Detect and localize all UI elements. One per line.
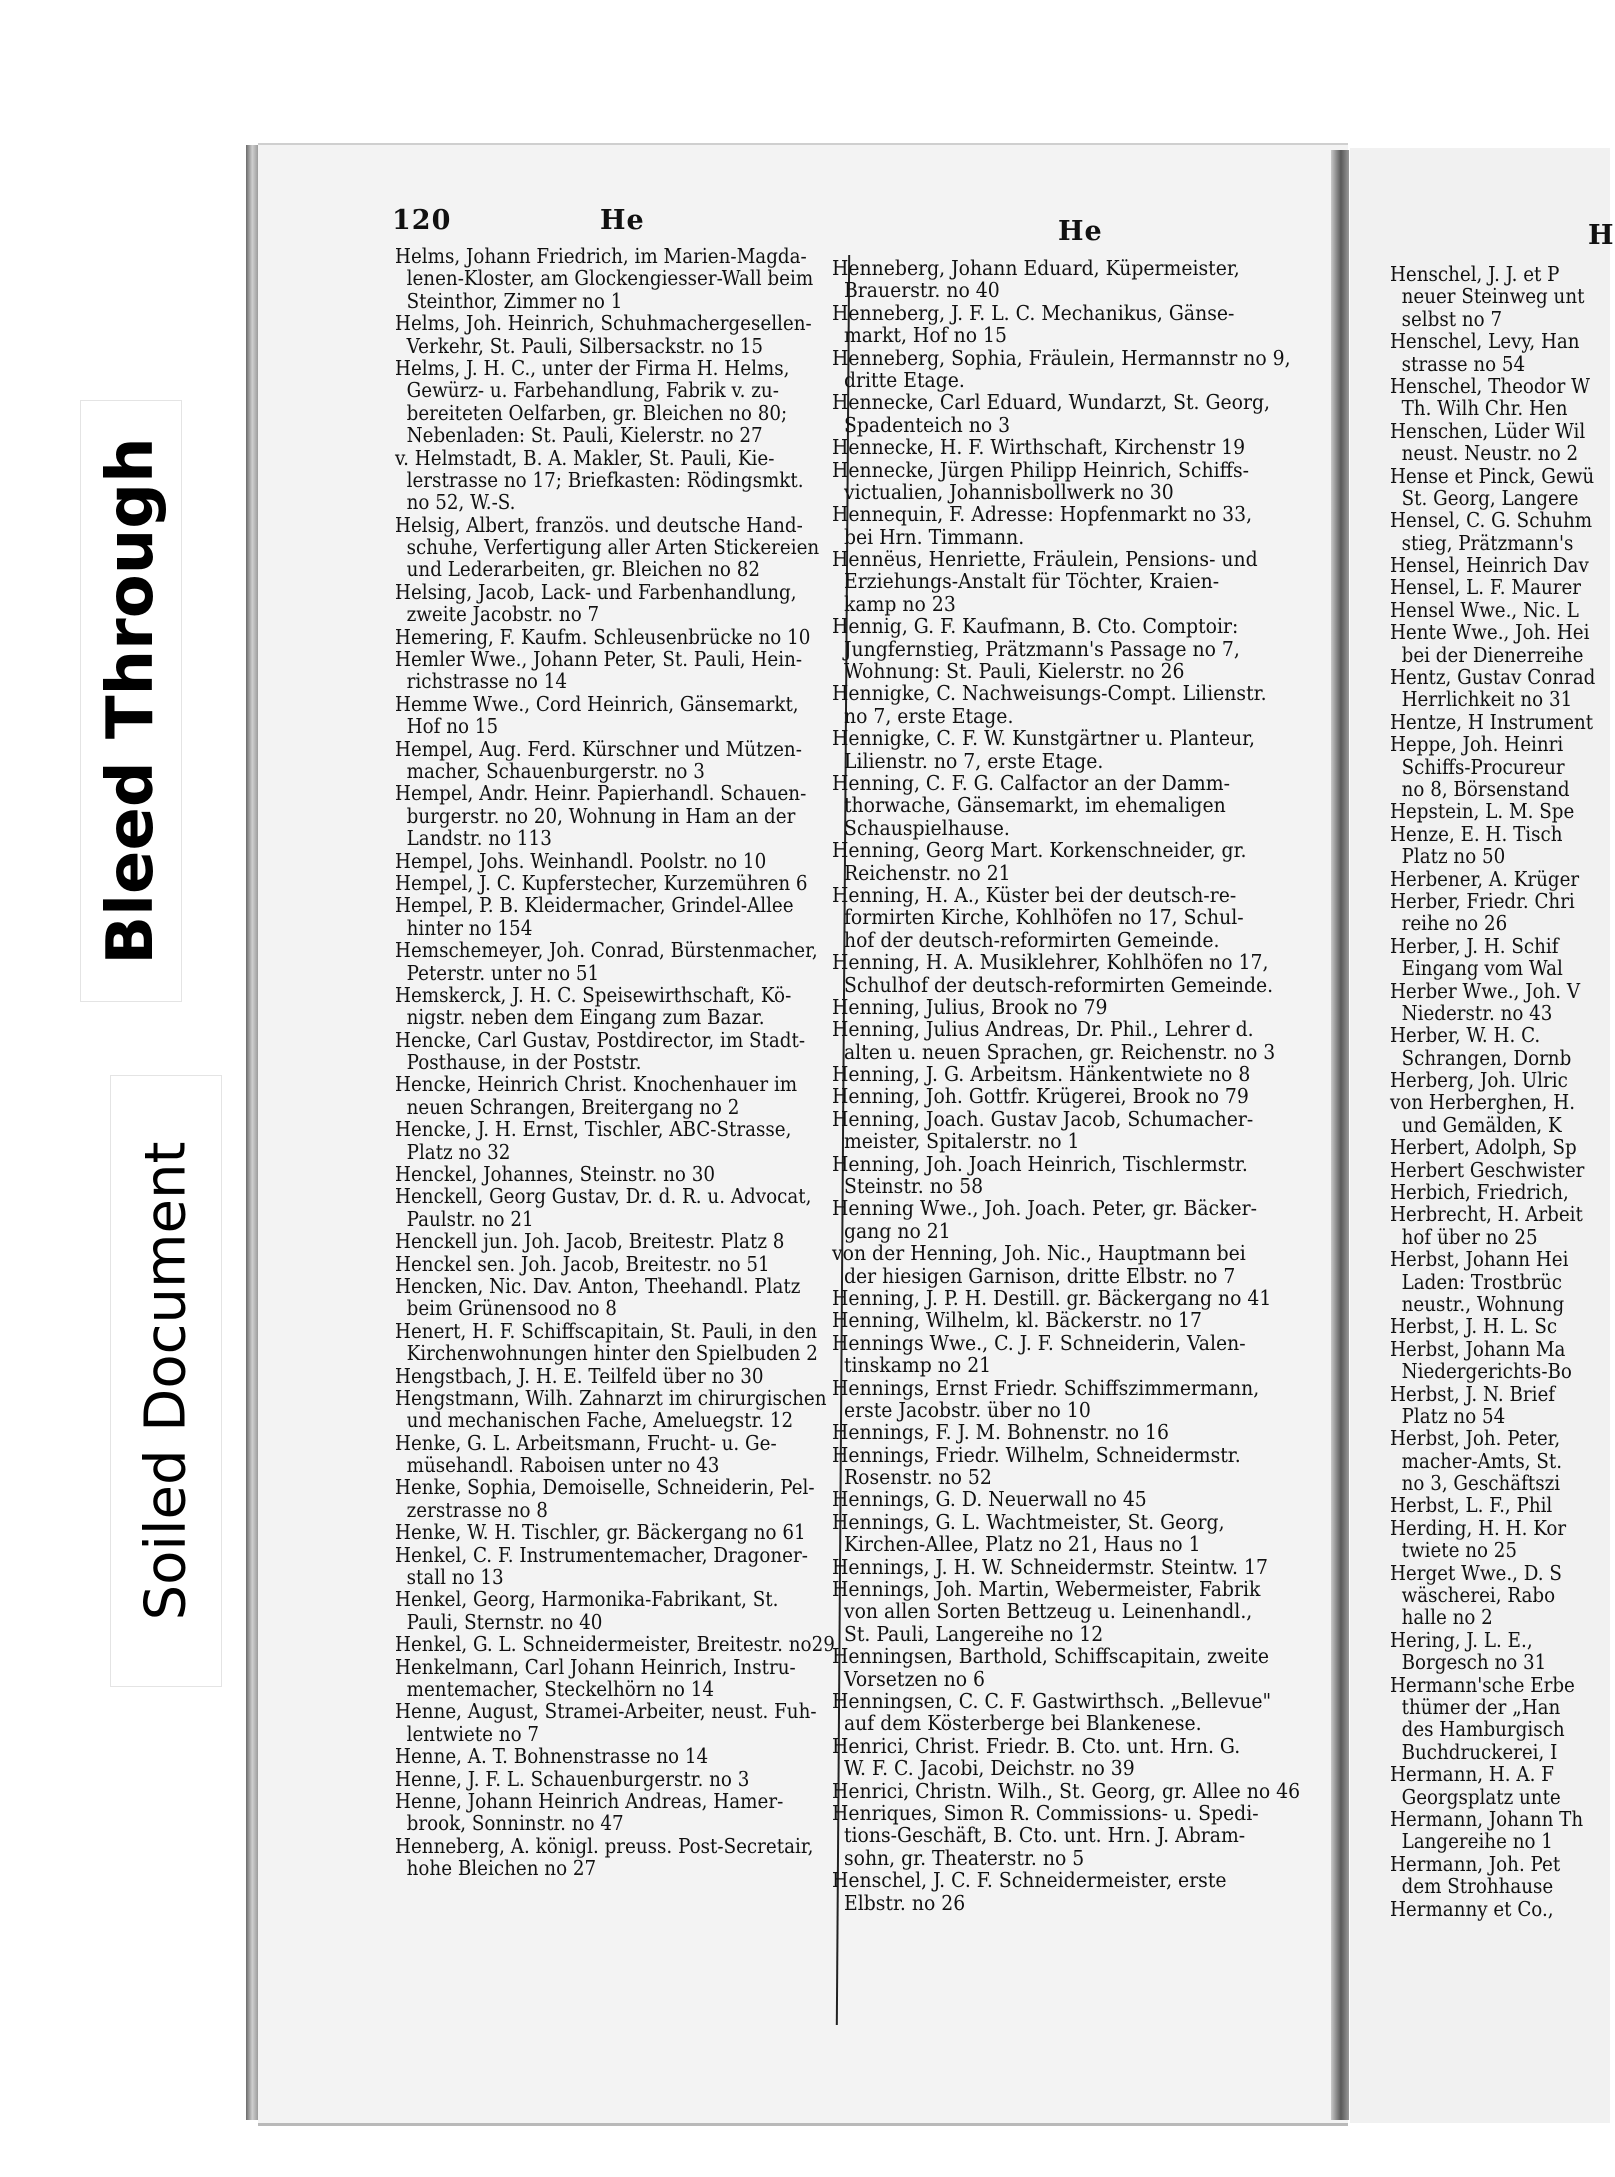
directory-line: St. Georg, Langere	[1390, 485, 1579, 510]
directory-line: Hense et Pinck, Gewü	[1390, 463, 1595, 488]
directory-line: Hennecke, Jürgen Philipp Heinrich, Schiffs-	[832, 457, 1249, 482]
directory-line: beim Grünensood no 8	[395, 1296, 617, 1321]
directory-line: kamp no 23	[832, 591, 956, 616]
directory-line: Hencke, Carl Gustav, Postdirector, im Stadt-	[395, 1027, 806, 1052]
directory-line: Hennings, G. D. Neuerwall no 45	[832, 1487, 1147, 1512]
directory-line: Wohnung: St. Pauli, Kielerstr. no 26	[832, 659, 1185, 684]
next-page-header: H	[1588, 220, 1615, 251]
directory-line: Henkelmann, Carl Johann Heinrich, Instru-	[395, 1654, 796, 1679]
directory-line: Kirchen-Allee, Platz no 21, Haus no 1	[832, 1532, 1201, 1557]
directory-line: Lilienstr. no 7, erste Etage.	[832, 748, 1104, 773]
directory-line: Steinstr. no 58	[832, 1174, 984, 1199]
directory-line: erste Jacobstr. über no 10	[832, 1397, 1091, 1422]
directory-line: Herbener, A. Krüger	[1390, 866, 1580, 891]
directory-line: stall no 13	[395, 1565, 504, 1590]
directory-line: Henne, Johann Heinrich Andreas, Hamer-	[395, 1788, 784, 1813]
directory-line: Langereihe no 1	[1390, 1829, 1553, 1854]
directory-line: Hennings, Ernst Friedr. Schiffszimmermann,	[832, 1375, 1260, 1400]
page-number: 120	[392, 205, 452, 236]
directory-line: Herberg, Joh. Ulric	[1390, 1068, 1568, 1093]
directory-line: Spadenteich no 3	[832, 412, 1011, 437]
directory-line: Henningsen, Barthold, Schiffscapitain, zweite	[832, 1644, 1269, 1669]
directory-line: nigstr. neben dem Eingang zum Bazar.	[395, 1005, 765, 1030]
directory-line: Hensel, Heinrich Dav	[1390, 553, 1589, 578]
directory-line: Henkel, Georg, Harmonika-Fabrikant, St.	[395, 1587, 779, 1612]
directory-line: Hempel, P. B. Kleidermacher, Grindel-Allee	[395, 893, 794, 918]
directory-line: Henschen, Lüder Wil	[1390, 418, 1586, 443]
directory-line: Henze, E. H. Tisch	[1390, 821, 1563, 846]
directory-line: Henke, G. L. Arbeitsmann, Frucht- u. Ge-	[395, 1430, 777, 1455]
directory-line: auf dem Kösterberge bei Blankenese.	[832, 1711, 1202, 1736]
directory-line: Henneberg, J. F. L. C. Mechanikus, Gänse-	[832, 300, 1235, 325]
directory-line: Schiffs-Procureur	[1390, 754, 1565, 779]
directory-line: Henkel, G. L. Schneidermeister, Breitestr. no29	[395, 1632, 835, 1657]
directory-line: Hensel Wwe., Nic. L	[1390, 597, 1579, 622]
directory-line: Herbst, Johann Ma	[1390, 1336, 1566, 1361]
directory-line: Herbich, Friedrich,	[1390, 1180, 1569, 1205]
directory-line: Hemler Wwe., Johann Peter, St. Pauli, Hein-	[395, 647, 803, 672]
directory-line: St. Pauli, Langereihe no 12	[832, 1621, 1104, 1646]
directory-line: Hente Wwe., Joh. Hei	[1390, 620, 1590, 645]
directory-line: Herber Wwe., Joh. V	[1390, 978, 1581, 1003]
directory-line: Gewürz- u. Farbehandlung, Fabrik v. zu-	[395, 378, 779, 403]
soiled-document-label: Soiled Document	[133, 1141, 199, 1621]
directory-line: markt, Hof no 15	[832, 323, 1007, 348]
directory-line: schuhe, Verfertigung aller Arten Stickereien	[395, 535, 820, 560]
directory-line: Hennings, G. L. Wachtmeister, St. Georg,	[832, 1509, 1225, 1534]
directory-line: Hennig, G. F. Kaufmann, B. Cto. Comptoir:	[832, 614, 1239, 639]
right-column-header: He	[1058, 216, 1103, 247]
directory-line: Hentze, H Instrument	[1390, 709, 1594, 734]
directory-line: Helms, J. H. C., unter der Firma H. Helms,	[395, 355, 790, 380]
directory-line: Henke, Sophia, Demoiselle, Schneiderin, Pel-	[395, 1475, 815, 1500]
directory-line: formirten Kirche, Kohlhöfen no 17, Schul-	[832, 905, 1244, 930]
directory-line: Hennings, F. J. M. Bohnenstr. no 16	[832, 1420, 1169, 1445]
directory-line: Hennequin, F. Adresse: Hopfenmarkt no 33,	[832, 502, 1253, 527]
directory-line: lentwiete no 7	[395, 1721, 540, 1746]
directory-line: Henneberg, A. königl. preuss. Post-Secretair,	[395, 1833, 814, 1858]
directory-line: Heppe, Joh. Heinri	[1390, 732, 1564, 757]
directory-line: thümer der „Han	[1390, 1695, 1561, 1719]
directory-line: v. Helmstadt, B. A. Makler, St. Pauli, Kie-	[395, 445, 775, 470]
directory-line: bei der Dienerreihe	[1390, 642, 1584, 667]
directory-line: Henning, Georg Mart. Korkenschneider, gr.	[832, 838, 1247, 863]
bleed-through-tag	[80, 400, 182, 1002]
directory-line: Hennings, Friedr. Wilhelm, Schneidermstr.	[832, 1442, 1241, 1467]
directory-line: Jungfernstieg, Prätzmann's Passage no 7,	[832, 636, 1240, 661]
directory-line: thorwache, Gänsemarkt, im ehemaligen	[832, 793, 1226, 818]
directory-line: Henneberg, Johann Eduard, Küpermeister,	[832, 256, 1240, 280]
directory-line: burgerstr. no 20, Wohnung in Ham an der	[395, 803, 796, 828]
directory-line: Hempel, J. C. Kupferstecher, Kurzemühren 6	[395, 870, 808, 895]
directory-line: Nebenladen: St. Pauli, Kielerstr. no 27	[395, 423, 763, 448]
directory-line: neust. Neustr. no 2	[1390, 441, 1579, 466]
directory-line: Hering, J. L. E.,	[1390, 1627, 1533, 1652]
directory-line: Borgesch no 31	[1390, 1650, 1547, 1675]
directory-line: Georgsplatz unte	[1390, 1784, 1561, 1809]
directory-line: Henning, J. G. Arbeitsm. Hänkentwiete no 8	[832, 1062, 1251, 1087]
directory-line: Henke, W. H. Tischler, gr. Bäckergang no 61	[395, 1520, 806, 1545]
directory-line: Henning, Julius, Brook no 79	[832, 994, 1108, 1019]
directory-line: Hennings, J. H. W. Schneidermstr. Steintw. 17	[832, 1554, 1268, 1579]
directory-line: Hennings Wwe., C. J. F. Schneiderin, Valen-	[832, 1330, 1246, 1355]
directory-line: Hemskerck, J. H. C. Speisewirthschaft, Kö-	[395, 982, 792, 1007]
directory-line: Hennings, Joh. Martin, Webermeister, Fabrik	[832, 1577, 1261, 1602]
directory-line: W. F. C. Jacobi, Deichstr. no 39	[832, 1756, 1135, 1781]
directory-line: Landstr. no 113	[395, 826, 552, 851]
directory-line: Henne, A. T. Bohnenstrasse no 14	[395, 1744, 709, 1769]
directory-line: tions-Geschäft, B. Cto. unt. Hrn. J. Abram-	[832, 1823, 1246, 1848]
directory-line: Henschel, Theodor W	[1390, 373, 1590, 398]
directory-line: Hof no 15	[395, 714, 499, 739]
directory-line: von der Henning, Joh. Nic., Hauptmann bei	[832, 1241, 1246, 1266]
soiled-document-tag	[110, 1075, 222, 1687]
directory-line: Kirchenwohnungen hinter den Spielbuden 2	[395, 1341, 818, 1366]
directory-line: Laden: Trostbrüc	[1390, 1269, 1562, 1294]
directory-line: Schulhof der deutsch-reformirten Gemeinde.	[832, 972, 1274, 997]
directory-line: Hensel, C. G. Schuhm	[1390, 508, 1593, 533]
directory-line: neuer Steinweg unt	[1390, 284, 1585, 309]
directory-line: hinter no 154	[395, 915, 533, 940]
directory-line: bereiteten Oelfarben, gr. Bleichen no 80;	[395, 400, 788, 425]
directory-line: Henrici, Christ. Friedr. B. Cto. unt. Hrn. G.	[832, 1733, 1241, 1758]
directory-line: macher-Amts, St.	[1390, 1448, 1563, 1473]
directory-line: Vorsetzen no 6	[832, 1666, 986, 1691]
directory-line: gang no 21	[832, 1218, 951, 1243]
directory-line: Th. Wilh Chr. Hen	[1390, 396, 1568, 421]
directory-line: Herget Wwe., D. S	[1390, 1560, 1562, 1585]
directory-line: halle no 2	[1390, 1605, 1493, 1630]
directory-line: Henschel, J. J. et P	[1390, 262, 1560, 286]
directory-line: Niedergerichts-Bo	[1390, 1359, 1572, 1384]
directory-line: Hermann, Joh. Pet	[1390, 1851, 1561, 1876]
directory-line: Henning, Julius Andreas, Dr. Phil., Lehrer d.	[832, 1017, 1254, 1042]
directory-line: Hemering, F. Kaufm. Schleusenbrücke no 10	[395, 624, 811, 649]
directory-line: der hiesigen Garnison, dritte Elbstr. no 7	[832, 1263, 1236, 1288]
directory-line: neustr., Wohnung	[1390, 1291, 1565, 1316]
directory-line: Platz no 54	[1390, 1403, 1506, 1428]
directory-line: Herding, H. H. Kor	[1390, 1515, 1567, 1540]
column-right	[832, 257, 1300, 1914]
directory-line: von allen Sorten Bettzeug u. Leinenhandl.,	[832, 1599, 1253, 1624]
directory-line: und mechanischen Fache, Ameluegstr. 12	[395, 1408, 794, 1433]
directory-line: Herbert, Adolph, Sp	[1390, 1135, 1577, 1160]
directory-line: Henkel, C. F. Instrumentemacher, Dragoner-	[395, 1542, 808, 1567]
directory-line: Hennigke, C. F. W. Kunstgärtner u. Planteur,	[832, 726, 1256, 751]
left-column-header: He	[600, 205, 645, 236]
directory-line: Paulstr. no 21	[395, 1206, 534, 1231]
directory-line: Schauspielhause.	[832, 815, 1010, 840]
directory-line: Henne, August, Stramei-Arbeiter, neust. Fuh-	[395, 1699, 817, 1724]
directory-line: Helsing, Jacob, Lack- und Farbenhandlung,	[395, 579, 797, 604]
directory-line: Henning, H. A. Musiklehrer, Kohlhöfen no 17,	[832, 950, 1269, 975]
directory-line: meister, Spitalerstr. no 1	[832, 1129, 1080, 1154]
directory-line: Henningsen, C. C. F. Gastwirthsch. „Bellevue"	[832, 1689, 1272, 1713]
directory-line: Henckel sen. Joh. Jacob, Breitestr. no 51	[395, 1251, 770, 1276]
bleed-through-label: Bleed Through	[94, 437, 168, 965]
directory-line: Platz no 32	[395, 1139, 511, 1164]
directory-line: no 3, Geschäftszi	[1390, 1471, 1561, 1496]
directory-line: Schrangen, Dornb	[1390, 1045, 1572, 1070]
directory-line: sohn, gr. Theaterstr. no 5	[832, 1845, 1085, 1870]
directory-line: neuen Schrangen, Breitergang no 2	[395, 1094, 740, 1119]
directory-line: Helms, Johann Friedrich, im Marien-Magda-	[395, 244, 807, 268]
directory-line: victualien, Johannisbollwerk no 30	[832, 479, 1174, 504]
directory-line: Herbst, Joh. Peter,	[1390, 1426, 1561, 1451]
directory-line: zweite Jacobstr. no 7	[395, 602, 600, 627]
directory-line: Herber, J. H. Schif	[1390, 933, 1559, 958]
directory-line: brook, Sonninstr. no 47	[395, 1811, 624, 1836]
directory-line: zerstrasse no 8	[395, 1497, 548, 1522]
directory-line: Herber, Friedr. Chri	[1390, 888, 1575, 913]
directory-line: Hempel, Aug. Ferd. Kürschner und Mützen-	[395, 736, 802, 761]
directory-line: hohe Bleichen no 27	[395, 1856, 597, 1881]
directory-line: mentemacher, Steckelhörn no 14	[395, 1677, 715, 1701]
directory-line: Hermann'sche Erbe	[1390, 1672, 1575, 1697]
directory-line: Hempel, Andr. Heinr. Papierhandl. Schauen-	[395, 781, 807, 806]
directory-line: Hengstbach, J. H. E. Teilfeld über no 30	[395, 1363, 764, 1388]
directory-line: und Lederarbeiten, gr. Bleichen no 82	[395, 557, 761, 582]
directory-line: Henning, H. A., Küster bei der deutsch-re-	[832, 882, 1237, 907]
directory-line: Hentz, Gustav Conrad	[1390, 665, 1596, 690]
directory-line: Reichenstr. no 21	[832, 860, 1011, 885]
directory-line: no 7, erste Etage.	[832, 703, 1014, 728]
directory-line: Henschel, J. C. F. Schneidermeister, erste	[832, 1868, 1227, 1893]
directory-line: Hencke, J. H. Ernst, Tischler, ABC-Strasse,	[395, 1117, 792, 1142]
directory-line: von Herberghen, H.	[1390, 1090, 1576, 1115]
directory-line: Hennecke, Carl Eduard, Wundarzt, St. Georg,	[832, 390, 1271, 415]
directory-line: stieg, Prätzmann's	[1390, 530, 1574, 555]
directory-line: lenen-Kloster, am Glockengiesser-Wall beim	[395, 266, 814, 291]
directory-line: Peterstr. unter no 51	[395, 960, 600, 985]
directory-line: Helsig, Albert, französ. und deutsche Hand-	[395, 512, 803, 537]
directory-line: dritte Etage.	[832, 367, 965, 392]
directory-line: Herbst, J. H. L. Sc	[1390, 1314, 1558, 1339]
directory-line: dem Strohhause	[1390, 1874, 1554, 1899]
directory-line: hof über no 25	[1390, 1224, 1538, 1249]
directory-line: Hempel, Johs. Weinhandl. Poolstr. no 10	[395, 848, 767, 873]
directory-line: Henning, C. F. G. Calfactor an der Damm-	[832, 770, 1230, 795]
directory-line: Henne, J. F. L. Schauenburgerstr. no 3	[395, 1766, 750, 1791]
directory-line: Herbert Geschwister	[1390, 1157, 1585, 1182]
directory-line: Hennigke, C. Nachweisungs-Compt. Lilienstr.	[832, 681, 1267, 706]
directory-line: Herrlichkeit no 31	[1390, 687, 1573, 712]
directory-line: Pauli, Sternstr. no 40	[395, 1609, 603, 1634]
directory-line: Henning, Joh. Gottfr. Krügerei, Brook no 79	[832, 1084, 1249, 1109]
directory-line: Steinthor, Zimmer no 1	[395, 288, 623, 313]
directory-line: lerstrasse no 17; Briefkasten: Rödingsmkt.	[395, 467, 804, 492]
directory-line: Hengstmann, Wilh. Zahnarzt im chirurgischen	[395, 1385, 827, 1410]
directory-line: Platz no 50	[1390, 844, 1506, 869]
directory-line: Herbrecht, H. Arbeit	[1390, 1202, 1583, 1227]
directory-line: Henning, Wilhelm, kl. Bäckerstr. no 17	[832, 1308, 1202, 1333]
directory-line: Henneberg, Sophia, Fräulein, Hermannstr no 9,	[832, 345, 1291, 370]
directory-line: richstrasse no 14	[395, 669, 567, 694]
directory-line: Herbst, J. N. Brief	[1390, 1381, 1556, 1406]
directory-line: Verkehr, St. Pauli, Silbersackstr. no 15	[395, 333, 764, 358]
directory-line: Henrici, Christn. Wilh., St. Georg, gr. Allee no 46	[832, 1778, 1301, 1803]
directory-line: no 52, W.-S.	[395, 490, 516, 515]
directory-line: müsehandl. Raboisen unter no 43	[395, 1453, 720, 1478]
book-gutter	[1331, 150, 1349, 2120]
directory-line: Herber, W. H. C.	[1390, 1023, 1541, 1048]
directory-line: bei Hrn. Timmann.	[832, 524, 1025, 549]
directory-line: Henning, Joh. Joach Heinrich, Tischlermstr.	[832, 1151, 1248, 1176]
directory-line: Hemschemeyer, Joh. Conrad, Bürstenmacher,	[395, 938, 818, 963]
directory-line: Henckell, Georg Gustav, Dr. d. R. u. Advocat,	[395, 1184, 812, 1209]
directory-line: Henning, J. P. H. Destill. gr. Bäckergang no 41	[832, 1285, 1272, 1310]
directory-line: des Hamburgisch	[1390, 1717, 1565, 1742]
directory-line: no 8, Börsenstand	[1390, 776, 1570, 801]
directory-line: und Gemälden, K	[1390, 1112, 1562, 1137]
directory-line: selbst no 7	[1390, 306, 1503, 331]
directory-line: Henning, Joach. Gustav Jacob, Schumacher-	[832, 1106, 1254, 1131]
directory-line: Rosenstr. no 52	[832, 1465, 992, 1490]
directory-line: tinskamp no 21	[832, 1353, 992, 1378]
directory-line: Hencken, Nic. Dav. Anton, Theehandl. Platz	[395, 1273, 801, 1298]
directory-line: Hepstein, L. M. Spe	[1390, 799, 1575, 824]
directory-line: Henschel, Levy, Han	[1390, 329, 1580, 354]
directory-line: Hencke, Heinrich Christ. Knochenhauer im	[395, 1072, 798, 1097]
directory-line: Erziehungs-Anstalt für Töchter, Kraien-	[832, 569, 1220, 594]
directory-line: Buchdruckerei, I	[1390, 1739, 1558, 1764]
directory-line: Henriques, Simon R. Commissions- u. Spedi-	[832, 1800, 1259, 1825]
directory-line: strasse no 54	[1390, 351, 1526, 376]
directory-line: Herbst, L. F., Phil	[1390, 1493, 1553, 1518]
directory-line: Henert, H. F. Schiffscapitain, St. Pauli, in den	[395, 1318, 818, 1343]
directory-line: alten u. neuen Sprachen, gr. Reichenstr. no 3	[832, 1039, 1276, 1064]
directory-line: twiete no 25	[1390, 1538, 1518, 1563]
directory-line: Herbst, Johann Hei	[1390, 1247, 1569, 1272]
directory-line: Niederstr. no 43	[1390, 1000, 1553, 1025]
directory-line: macher, Schauenburgerstr. no 3	[395, 758, 705, 783]
directory-line: Hennecke, H. F. Wirthschaft, Kirchenstr 19	[832, 435, 1246, 460]
directory-line: Helms, Joh. Heinrich, Schuhmachergesellen-	[395, 311, 812, 336]
directory-line: Hensel, L. F. Maurer	[1390, 575, 1582, 600]
directory-line: Henning Wwe., Joh. Joach. Peter, gr. Bäcker-	[832, 1196, 1257, 1221]
column-next-page	[1390, 263, 1595, 1920]
directory-line: Henckell jun. Joh. Jacob, Breitestr. Platz 8	[395, 1229, 785, 1254]
directory-line: Posthause, in der Poststr.	[395, 1050, 642, 1075]
directory-line: Hermann, Johann Th	[1390, 1806, 1584, 1831]
directory-line: Hermanny et Co.,	[1390, 1896, 1554, 1921]
directory-line: Brauerstr. no 40	[832, 278, 1000, 303]
column-left	[395, 245, 835, 1880]
directory-line: wäscherei, Rabo	[1390, 1583, 1556, 1608]
directory-line: Hemme Wwe., Cord Heinrich, Gänsemarkt,	[395, 691, 799, 716]
directory-line: Hermann, H. A. F	[1390, 1762, 1554, 1787]
directory-line: Elbstr. no 26	[832, 1890, 966, 1915]
directory-line: Hennëus, Henriette, Fräulein, Pensions- und	[832, 547, 1258, 572]
directory-line: hof der deutsch-reformirten Gemeinde.	[832, 927, 1220, 952]
directory-line: Henckel, Johannes, Steinstr. no 30	[395, 1162, 716, 1187]
directory-line: reihe no 26	[1390, 911, 1508, 936]
directory-line: Eingang vom Wal	[1390, 956, 1563, 981]
